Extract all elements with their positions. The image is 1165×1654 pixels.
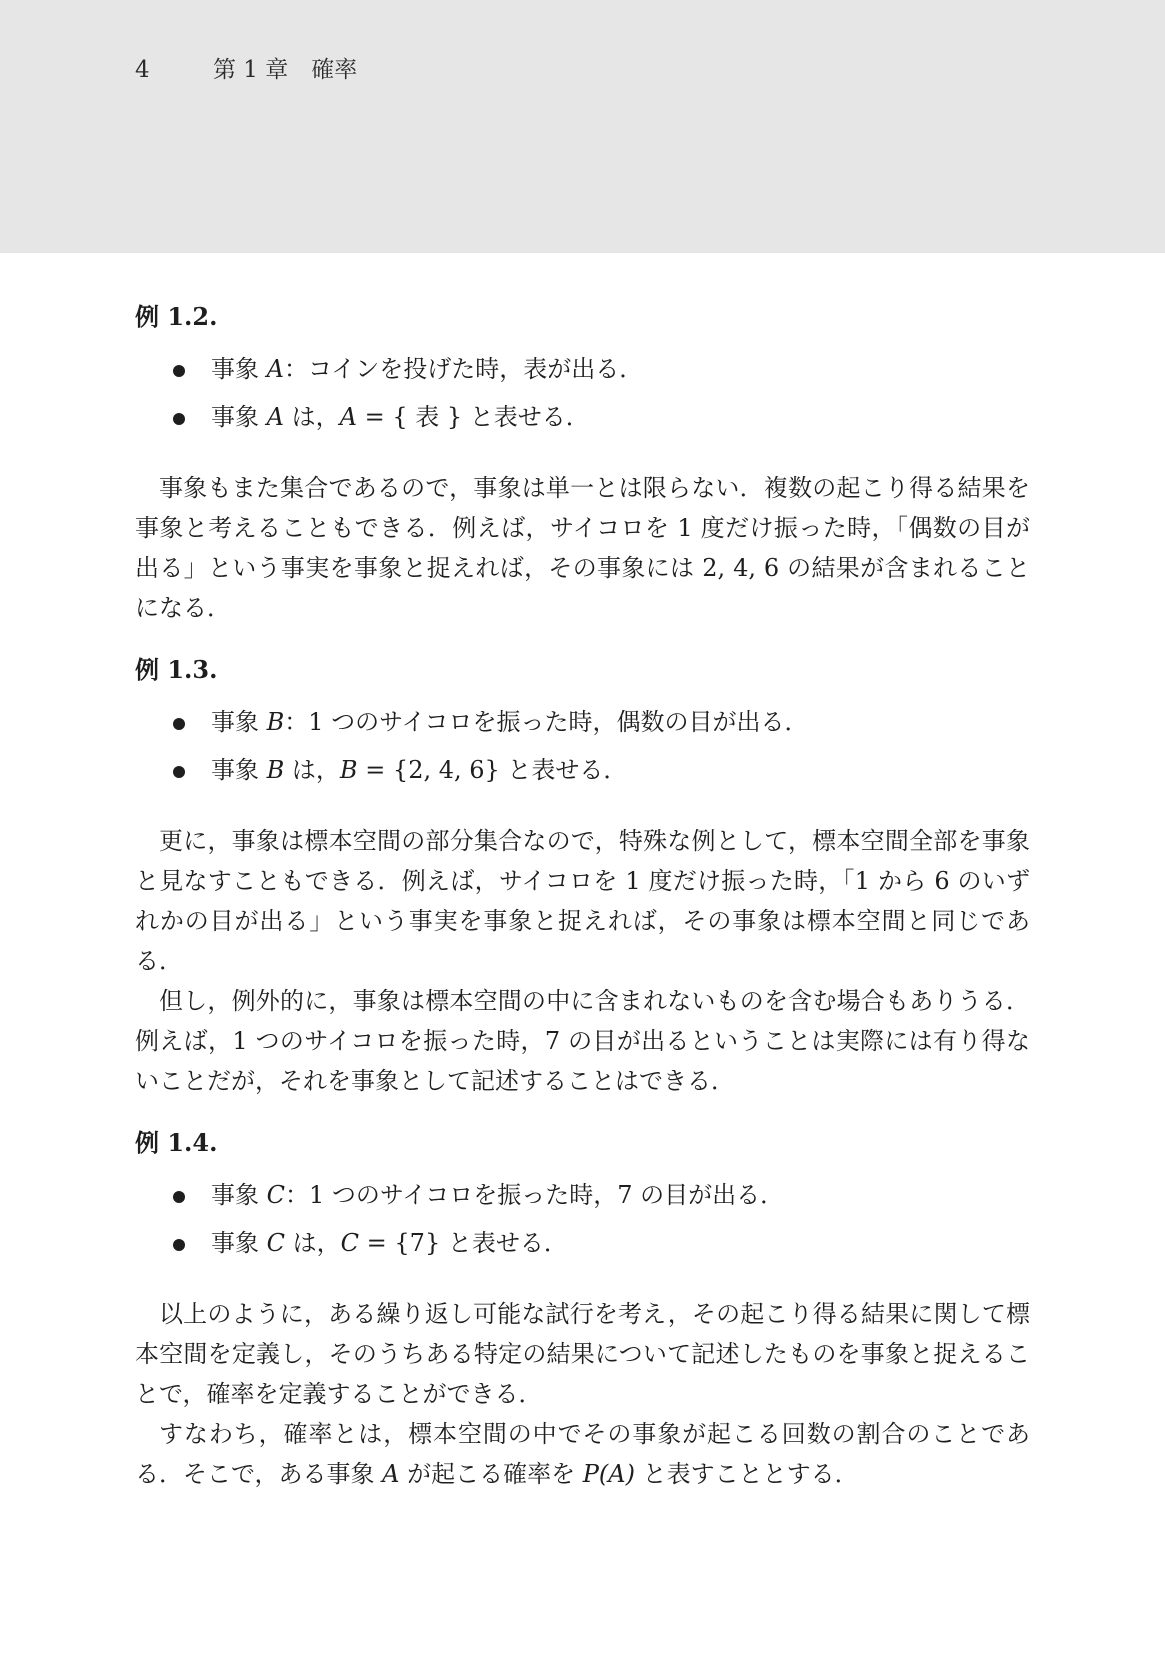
example-1-4 (135, 1123, 1030, 1267)
paragraph: 以上のように，ある繰り返し可能な試行を考え，その起こり得る結果に関して標本空間を定義し，そのうちある特定の結果について記述したものを事象と捉えることで，確率を定義することができる． (135, 1300, 1030, 1408)
bullet-list (135, 698, 1030, 794)
example-1-3 (135, 650, 1030, 794)
example-heading: 例 1.3. (135, 655, 218, 684)
example-heading: 例 1.4. (135, 1128, 218, 1157)
example-heading: 例 1.2. (135, 302, 218, 331)
bullet-list (135, 1171, 1030, 1267)
bullet-icon (173, 413, 185, 425)
running-head (135, 54, 357, 86)
paragraph: 但し，例外的に，事象は標本空間の中に含まれないものを含む場合もありうる．例えば，1 つのサイコロを振った時，7 の目が出るということは実際には有り得ないことだが，それを事象として記述することはできる． (135, 987, 1030, 1095)
bullet-icon (173, 1191, 185, 1203)
chapter-title: 第 1 章 確率 (213, 57, 358, 83)
header-band (0, 0, 1165, 253)
list-item: 事象 A は，A = { 表 } と表せる． (135, 393, 1030, 441)
paragraph: 更に，事象は標本空間の部分集合なので，特殊な例として，標本空間全部を事象と見なすこともできる．例えば，サイコロを 1 度だけ振った時，「1 から 6 のいずれかの目が出る」という事実を事象と捉えれば，その事象は標本空間と同じである． (135, 827, 1030, 975)
bullet-icon (173, 766, 185, 778)
list-item: 事象 C：1 つのサイコロを振った時，7 の目が出る． (135, 1171, 1030, 1219)
paragraph: 事象もまた集合であるので，事象は単一とは限らない．複数の起こり得る結果を事象と考えることもできる．例えば，サイコロを 1 度だけ振った時，「偶数の目が出る」という事実を事象と捉えれば，その事象には 2, 4, 6 の結果が含まれることになる． (135, 474, 1030, 622)
bullet-icon (173, 365, 185, 377)
list-item: 事象 B：1 つのサイコロを振った時，偶数の目が出る． (135, 698, 1030, 746)
list-item: 事象 C は，C = {7} と表せる． (135, 1219, 1030, 1267)
example-1-2 (135, 297, 1030, 441)
bullet-list (135, 345, 1030, 441)
paragraph: すなわち，確率とは，標本空間の中でその事象が起こる回数の割合のことである．そこで，ある事象 A が起こる確率を P(A) と表すこととする． (135, 1420, 1030, 1488)
bullet-icon (173, 718, 185, 730)
page-body (135, 297, 1030, 1494)
list-item: 事象 A：コインを投げた時，表が出る． (135, 345, 1030, 393)
list-item: 事象 B は，B = {2, 4, 6} と表せる． (135, 746, 1030, 794)
bullet-icon (173, 1239, 185, 1251)
page-number: 4 (135, 57, 150, 83)
